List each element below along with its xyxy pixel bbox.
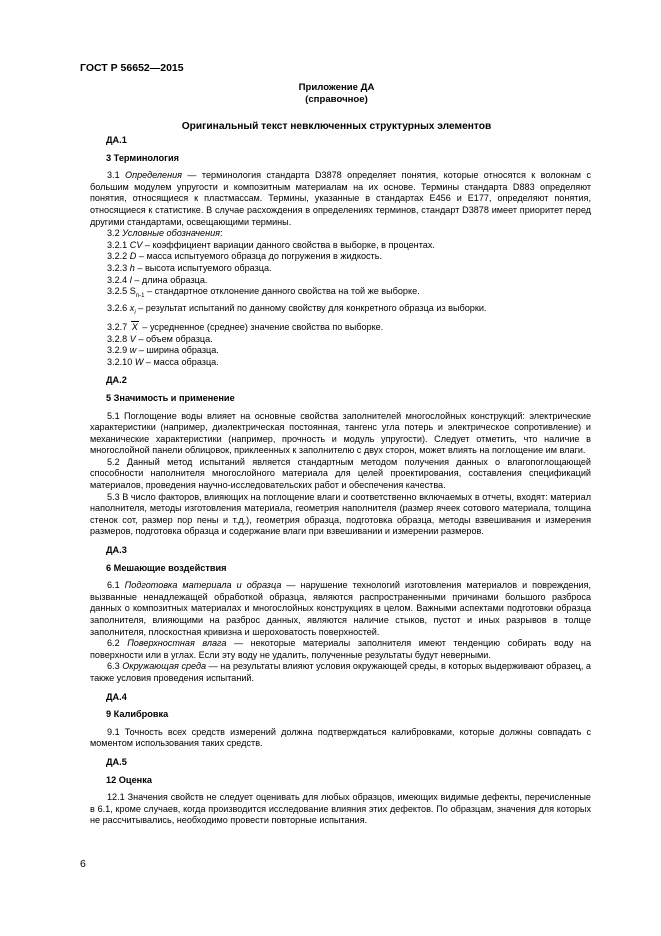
section-id-da4: ДА.4 [106,691,127,702]
term-definitions: Определения [125,170,183,181]
section-id-da3: ДА.3 [106,545,127,556]
paragraph-6-1: 6.1 Подготовка материала и образца — нарушение технологий изготовления материалов и повреждения, вызванные ненадлежащей обработкой образца, являются распространенными причинами большого разброса данных о композитных материалах и многослойных конструкциях в целом. Важными аспектами подготовки образца заполнителя, влияющими на разброс данных, являются наличие стыков, пустот и иных разрывов в толще заполнителя, плоскостная кривизна и шероховатость поверхностей. [90,580,591,637]
list-item-3-2-4: 3.2.4 l – длина образца. [107,274,208,285]
appendix-heading [90,82,583,106]
term-preparation: Подготовка материала и образца [124,580,282,591]
list-item-3-2-8: 3.2.8 V – объем образца. [107,333,213,344]
standard-designation: ГОСТ Р 56652—2015 [80,62,184,74]
section-title-terminology: 3 Терминология [106,152,179,163]
paragraph-3-2: 3.2 Условные обозначения: [107,228,223,239]
list-item-3-2-7: 3.2.7 X – усредненное (среднее) значение свойства по выборке. [107,321,384,332]
document-body [90,135,591,827]
paragraph-12-1: 12.1 Значения свойств не следует оценивать для любых образцов, имеющих видимые дефекты, перечисленные в 6.1, кроме случаев, когда производится исследование влияния этих дефектов. По образцам, значения для которых не рассчитывались, необходимо провести повторные испытания. [90,792,591,826]
section-title-calibration: 9 Калибровка [106,709,169,720]
list-item-3-2-5: 3.2.5 $S_{n-1}$ – стандартное отклонение данного свойства на той же выборке. [107,286,420,299]
section-title-evaluation: 12 Оценка [106,774,152,785]
section-title-significance: 5 Значимость и применение [106,392,235,403]
section-id-da5: ДА.5 [106,756,127,767]
term-environment: Окружающая среда [122,661,207,672]
list-item-3-2-10: 3.2.10 W – масса образца. [107,356,219,367]
list-item-3-2-3: 3.2.3 h – высота испытуемого образца. [107,262,272,273]
paragraph-9-1: 9.1 Точность всех средств измерений должна подтверждаться калибровками, которые должны совпадать с моментом использования таких средств. [90,726,591,749]
appendix-subtitle: (справочное) [305,94,368,105]
paragraph-3-1: 3.1 Определения — терминология стандарта D3878 определяет понятия, которые относятся к волокнам с большим модулем упругости и композитным материалам на их основе. Термины стандарта D883 определяют понятия, относящиеся к пластмассам. Термины, указанные в стандартах Е456 и Е177, определяют понятия, относящиеся к статистике. В случае расхождения в определениях терминов, стандарт D3878 имеет приоритет перед другими стандартами, освещающими термины. [90,170,591,227]
paragraph-6-2: 6.2 Поверхностная влага — некоторые материалы заполнителя имеют тенденцию собирать воду на поверхности или в углах. Если эту воду не удалить, полученные результаты будут неверными. [90,638,592,660]
list-item-3-2-6: 3.2.6 $x_i$ – результат испытаний по данному свойству для конкретного образца из выборки. [107,302,487,316]
appendix-title: Приложение ДА [298,82,375,93]
paragraph-5-2: 5.2 Данный метод испытаний является стандартным методом получения данных о влагопоглощающей способности наполнителя многослойного материала для целей проектирования, составления спецификаций материалов, проведения научно-исследовательских работ и обеспечения качества. [90,456,591,491]
section-id-da1: ДА.1 [106,135,127,145]
section-id-da2: ДА.2 [106,375,127,386]
paragraph-5-3: 5.3 В число факторов, влияющих на поглощение влаги и соответственно включаемых в отчеты, входят: материал наполнителя, методы изготовления материала, геометрия наполнителя (размер ячеек сотового материала, толщина стенок сот, размер пор пены и т.д.), геометрия образца, подготовка образца, методы взвешивания и измерения размеров, подготовка образца и содержание влаги при взвешивании и измерении размеров. [90,491,591,537]
section-title-interferences: 6 Мешающие воздействия [106,562,227,573]
term-symbols: Условные обозначения [122,228,221,239]
list-item-3-2-2: 3.2.2 D – масса испытуемого образца до погружения в жидкость. [107,251,382,262]
list-item-3-2-1: 3.2.1 CV – коэффициент вариации данного свойства в выборке, в процентах. [107,239,435,250]
paragraph-6-3: 6.3 Окружающая среда — на результаты влияют условия окружающей среды, в которых выдерживают образец, а также условия проведения испытаний. [90,661,591,683]
term-surface-moisture: Поверхностная влага [127,638,227,649]
page-number: 6 [80,858,86,870]
main-title: Оригинальный текст невключенных структурных элементов [181,121,492,132]
list-item-3-2-9: 3.2.9 w – ширина образца. [107,345,219,356]
mean-symbol: X [131,321,138,332]
paragraph-5-1: 5.1 Поглощение воды влияет на основные свойства заполнителей многослойных конструкций: электрические характеристики (например, диэлектрическая постоянная, тангенс угла потерь и электрическое сопротивление) и механические характеристики (например, прочность и модуль упругости). Следует отметить, что наличие в многослойной панели облицовок, приклеенных к заполнителю с двух сторон, может влиять на поглощение им влаги. [90,410,591,456]
